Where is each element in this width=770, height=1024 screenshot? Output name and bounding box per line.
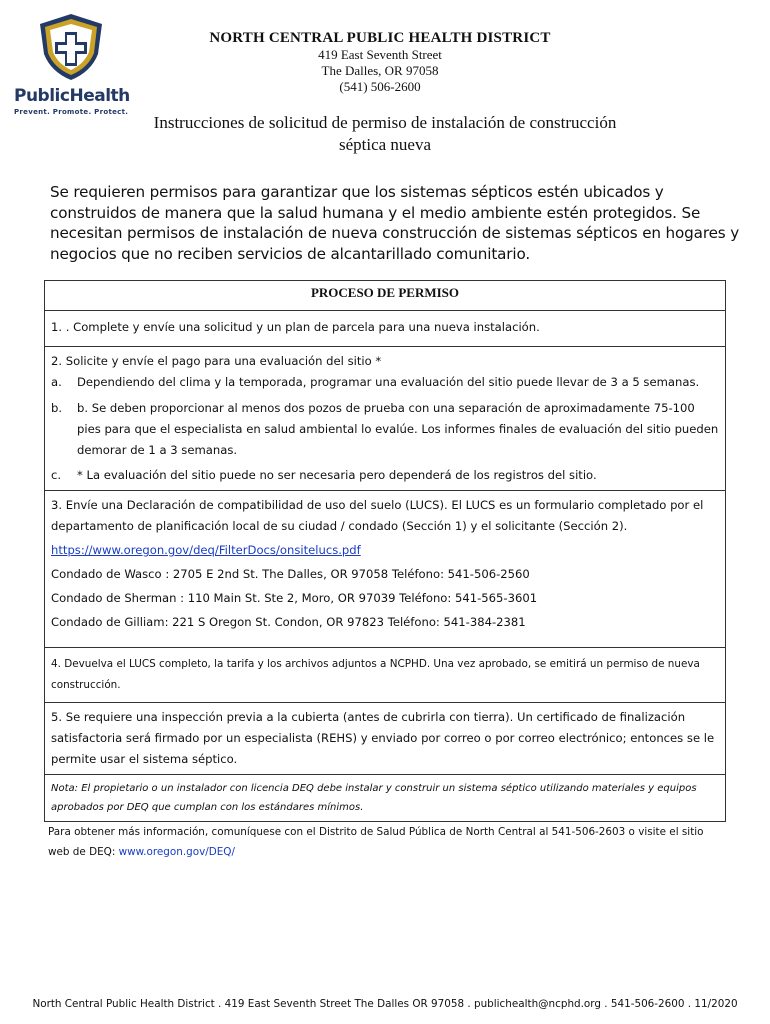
step-2a-label: a. [51, 375, 62, 389]
step-4: 4. Devuelva el LUCS completo, la tarifa y los archivos adjuntos a NCPHD. Una vez aprobado, se emitirá un permiso de nueva construcción. [45, 647, 725, 702]
org-city: The Dalles, OR 97058 [321, 63, 439, 78]
lucs-form-link[interactable]: https://www.oregon.gov/deq/FilterDocs/onsitelucs.pdf [51, 543, 361, 557]
step-2b-text: b. Se deben proporcionar al menos dos pozos de prueba con una separación de aproximadamente 75-100 pies para que el especialista en salud ambiental lo evalúe. Los informes finales de evaluación del sitio pueden demorar de 1 a 3 semanas. [77, 401, 719, 457]
logo-tagline: Prevent. Promote. Protect. [14, 108, 129, 116]
document-title [110, 112, 660, 156]
step-2c [51, 465, 719, 486]
letterhead [140, 30, 620, 95]
title-line-1: Instrucciones de solicitud de permiso de instalación de construcción [153, 113, 617, 132]
step-1: 1. . Complete y envíe una solicitud y un plan de parcela para una nueva instalación. [45, 310, 725, 346]
more-info-text: Para obtener más información, comuníquese con el Distrito de Salud Pública de North Central al 541-506-2603 o visite el sitio web de DEQ: [48, 826, 704, 858]
step-2a-text: Dependiendo del clima y la temporada, programar una evaluación del sitio puede llevar de 3 a 5 semanas. [77, 375, 700, 389]
step-2c-text: * La evaluación del sitio puede no ser necesaria pero dependerá de los registros del sitio. [77, 468, 597, 482]
step-5: 5. Se requiere una inspección previa a la cubierta (antes de cubrirla con tierra). Un certificado de finalización satisfactoria será firmado por un especialista (REHS) y enviado por correo o por correo electrónico; entonces se le permite usar el sistema séptico. [45, 702, 725, 774]
org-name: NORTH CENTRAL PUBLIC HEALTH DISTRICT [209, 30, 551, 46]
org-phone: (541) 506-2600 [339, 79, 421, 94]
gilliam-county-contact: Condado de Gilliam: 221 S Oregon St. Condon, OR 97823 Teléfono: 541-384-2381 [51, 615, 526, 629]
step-2b [51, 398, 719, 461]
step-2b-label: b. [51, 401, 63, 415]
step-3 [45, 490, 725, 647]
process-heading: PROCESO DE PERMISO [310, 285, 460, 300]
shield-cross-icon [36, 12, 106, 82]
step-2c-label: c. [51, 468, 62, 482]
org-street: 419 East Seventh Street [318, 47, 442, 62]
step-3-text: 3. Envíe una Declaración de compatibilidad de uso del suelo (LUCS). El LUCS es un formulario completado por el departamento de planificación local de su ciudad / condado (Sección 1) y el solicitante (Sección 2). [51, 498, 704, 533]
more-info-paragraph [48, 822, 728, 862]
step-2a [51, 372, 719, 393]
step-2 [45, 346, 725, 490]
logo-name: PublicHealth [14, 86, 130, 106]
page-footer: North Central Public Health District . 419 East Seventh Street The Dalles OR 97058 . publichealth@ncphd.org . 541-506-2600 . 11/2020 [32, 998, 738, 1010]
title-line-2: séptica nueva [338, 135, 432, 154]
wasco-county-contact: Condado de Wasco : 2705 E 2nd St. The Dalles, OR 97058 Teléfono: 541-506-2560 [51, 567, 530, 581]
deq-website-link[interactable]: www.oregon.gov/DEQ/ [118, 846, 235, 858]
step-2-text: 2. Solicite y envíe el pago para una evaluación del sitio * [51, 354, 382, 368]
public-health-logo [14, 12, 130, 116]
process-note: Nota: El propietario o un instalador con licencia DEQ debe instalar y construir un sistema séptico utilizando materiales y equipos aprobados por DEQ que cumplan con los estándares mínimos. [45, 774, 725, 821]
sherman-county-contact: Condado de Sherman : 110 Main St. Ste 2, Moro, OR 97039 Teléfono: 541-565-3601 [51, 591, 538, 605]
permit-process-table [44, 280, 726, 822]
intro-paragraph: Se requieren permisos para garantizar que los sistemas sépticos estén ubicados y construidos de manera que la salud humana y el medio ambiente estén protegidos. Se necesitan permisos de instalación de nueva construcción de sistemas sépticos en hogares y negocios que no reciben servicios de alcantarillado comunitario. [50, 183, 740, 263]
